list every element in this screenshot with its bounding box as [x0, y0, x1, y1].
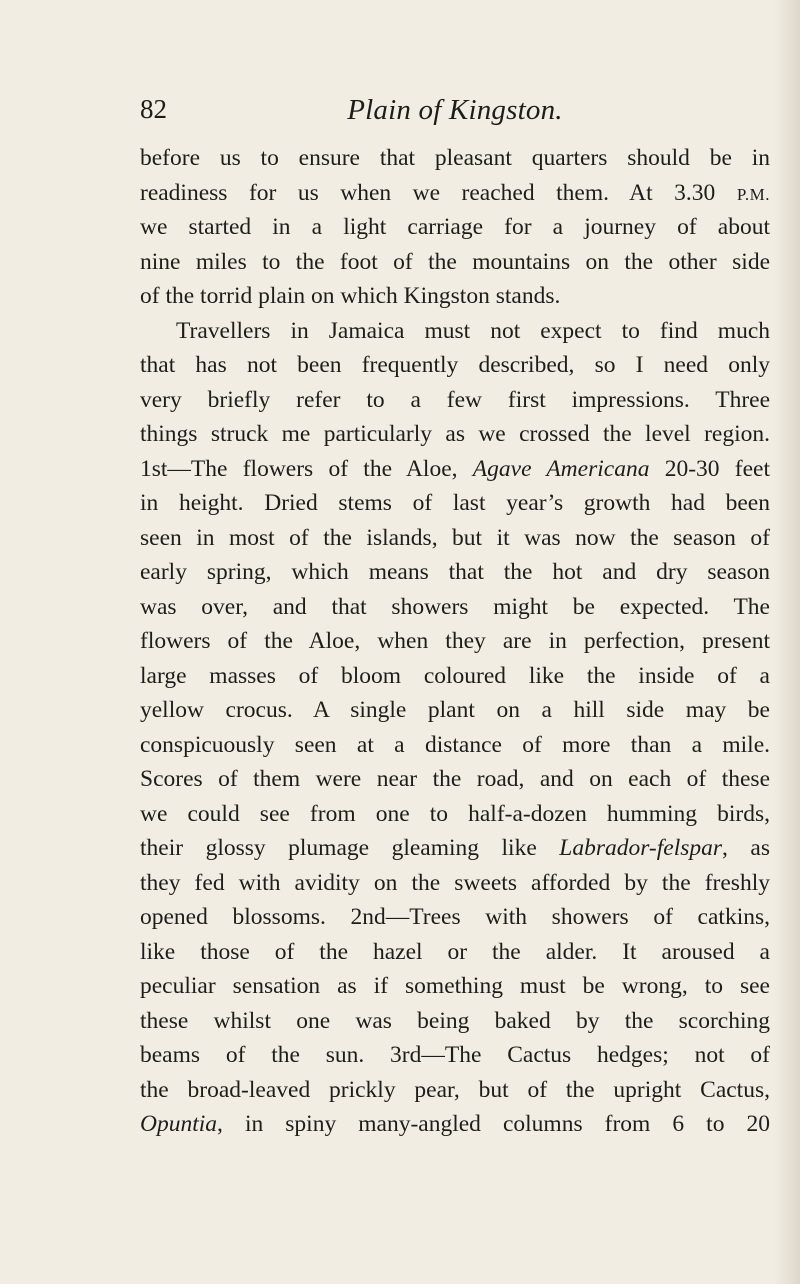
text-line — [140, 866, 770, 901]
text-run: large masses of bloom coloured like the inside of a — [140, 662, 770, 689]
text-run: seen in most of the islands, but it was now the season of — [140, 524, 770, 551]
text-line — [140, 1107, 770, 1142]
text-run: we started in a light carriage for a journey of about — [140, 214, 770, 240]
text-run: that has not been frequently described, so I need only — [140, 352, 770, 378]
text-run: like those of the hazel or the alder. It aroused a — [140, 938, 770, 965]
text-run: before us to ensure that pleasant quarters should be in — [140, 145, 770, 171]
text-run: their glossy plumage gleaming like — [140, 835, 560, 861]
text-line — [140, 176, 770, 211]
text-line — [140, 279, 770, 314]
text-run: we could see from one to half-a-dozen humming birds, — [140, 800, 770, 827]
text-line — [140, 693, 770, 728]
text-run: the broad-leaved prickly pear, but of the upright Cactus, — [140, 1076, 770, 1103]
text-line — [140, 314, 770, 349]
running-head: Plain of Kingston. — [347, 94, 563, 126]
page-number: 82 — [140, 94, 167, 124]
text-run: readiness for us when we reached them. At 3.30 — [140, 179, 737, 206]
text-run: conspicuously seen at a distance of more than a mile. — [140, 731, 770, 758]
text-line — [140, 210, 770, 245]
text-line — [140, 521, 770, 556]
text-line — [140, 486, 770, 521]
text-line — [140, 969, 770, 1004]
text-run: things struck me particularly as we crossed the level region. — [140, 421, 770, 447]
text-run: 1st—The flowers of the Aloe, — [140, 455, 473, 482]
text-run: early spring, which means that the hot and dry season — [140, 559, 770, 585]
text-run: they fed with avidity on the sweets afforded by the freshly — [140, 869, 770, 896]
text-line — [140, 624, 770, 659]
body-text — [140, 141, 770, 1142]
text-line — [140, 728, 770, 763]
text-line — [140, 935, 770, 970]
text-run: opened blossoms. 2nd—Trees with showers of catkins, — [140, 904, 770, 930]
text-line — [140, 555, 770, 590]
text-line — [140, 831, 770, 866]
text-run: nine miles to the foot of the mountains on the other side — [140, 248, 770, 275]
text-run: , in spiny many-angled columns from 6 to 20 — [217, 1111, 770, 1137]
text-line — [140, 141, 770, 176]
text-line — [140, 1038, 770, 1073]
text-line — [140, 383, 770, 418]
text-line — [140, 659, 770, 694]
text-run: Travellers in Jamaica must not expect to find much — [176, 317, 770, 344]
italic-term: Agave Americana — [472, 455, 650, 482]
page-edge-shadow — [774, 0, 800, 1284]
small-caps-text: P.M. — [736, 184, 770, 204]
text-line — [140, 797, 770, 832]
text-run: of the torrid plain on which Kingston stands. — [140, 283, 561, 309]
text-run: , as — [722, 835, 770, 861]
text-run: very briefly refer to a few first impressions. Three — [140, 386, 770, 413]
text-line — [140, 417, 770, 452]
text-line — [140, 452, 770, 487]
text-line — [140, 590, 770, 625]
italic-term: Labrador-felspar — [559, 835, 723, 861]
text-run: was over, and that showers might be expected. The — [140, 593, 770, 620]
italic-term: Opuntia — [140, 1111, 218, 1137]
text-run: peculiar sensation as if something must be wrong, to see — [140, 973, 770, 999]
text-line — [140, 1073, 770, 1108]
text-line — [140, 1004, 770, 1039]
text-run: in height. Dried stems of last year’s growth had been — [140, 490, 770, 516]
text-run: flowers of the Aloe, when they are in perfection, present — [140, 628, 770, 654]
page-header — [140, 94, 770, 134]
text-run: 20-30 feet — [649, 455, 771, 482]
text-line — [140, 245, 770, 280]
text-run: Scores of them were near the road, and on each of these — [140, 766, 770, 792]
text-run: beams of the sun. 3rd—The Cactus hedges; not of — [140, 1042, 770, 1068]
text-run: these whilst one was being baked by the scorching — [140, 1007, 770, 1034]
text-line — [140, 762, 770, 797]
text-run: yellow crocus. A single plant on a hill side may be — [140, 697, 770, 723]
text-line — [140, 900, 770, 935]
text-line — [140, 348, 770, 383]
